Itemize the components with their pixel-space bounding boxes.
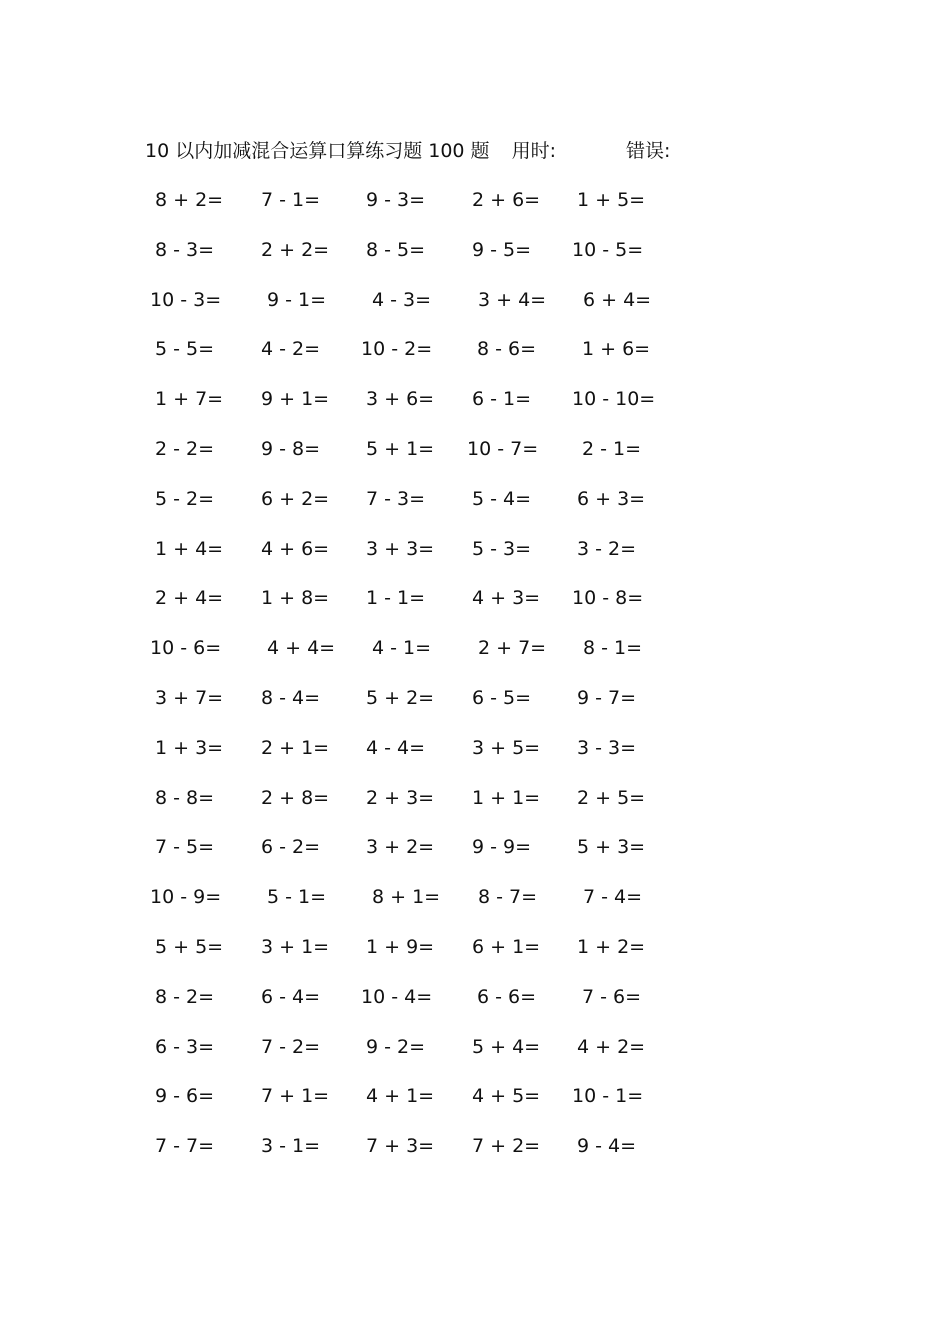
- problem-row: [150, 335, 670, 385]
- arithmetic-problem: 10 - 9=: [150, 886, 222, 909]
- arithmetic-problem: 6 - 5=: [472, 686, 532, 709]
- arithmetic-problem: 1 - 1=: [366, 587, 426, 610]
- arithmetic-problem: 2 + 2=: [261, 238, 330, 261]
- problem-row: [150, 684, 670, 734]
- arithmetic-problem: 9 - 4=: [577, 1135, 637, 1158]
- arithmetic-problem: 9 - 7=: [577, 686, 637, 709]
- arithmetic-problem: 3 + 6=: [366, 388, 435, 411]
- arithmetic-problem: 2 - 2=: [155, 437, 215, 460]
- arithmetic-problem: 3 + 7=: [155, 686, 224, 709]
- arithmetic-problem: 8 - 3=: [155, 238, 215, 261]
- arithmetic-problem: 6 + 3=: [577, 487, 646, 510]
- arithmetic-problem: 8 - 5=: [366, 238, 426, 261]
- arithmetic-problem: 8 - 2=: [155, 985, 215, 1008]
- errors-label: 错误:: [625, 140, 671, 162]
- arithmetic-problem: 9 - 6=: [155, 1085, 215, 1108]
- arithmetic-problem: 6 - 3=: [155, 1035, 215, 1058]
- problem-row: [150, 535, 670, 585]
- arithmetic-problem: 9 - 3=: [366, 189, 426, 211]
- arithmetic-problem: 2 + 4=: [155, 587, 224, 610]
- arithmetic-problem: 8 - 8=: [155, 786, 215, 809]
- arithmetic-problem: 3 + 2=: [366, 836, 435, 859]
- arithmetic-problem: 1 + 2=: [577, 935, 646, 958]
- arithmetic-problem: 9 - 2=: [366, 1035, 426, 1058]
- problem-row: [150, 734, 670, 784]
- arithmetic-problem: 9 - 5=: [472, 238, 532, 261]
- arithmetic-problem: 3 + 3=: [366, 537, 435, 560]
- arithmetic-problem: 7 - 3=: [366, 487, 426, 510]
- arithmetic-problem: 2 + 7=: [478, 637, 547, 660]
- arithmetic-problem: 3 - 2=: [577, 537, 637, 560]
- arithmetic-problem: 5 + 4=: [472, 1035, 541, 1058]
- arithmetic-problem: 6 - 6=: [477, 985, 537, 1008]
- arithmetic-problem: 7 + 1=: [261, 1085, 330, 1108]
- arithmetic-problem: 10 - 2=: [361, 338, 433, 361]
- arithmetic-problem: 8 + 2=: [155, 189, 224, 211]
- arithmetic-problem: 10 - 1=: [572, 1085, 644, 1108]
- arithmetic-problem: 6 + 2=: [261, 487, 330, 510]
- arithmetic-problem: 1 + 1=: [472, 786, 541, 809]
- arithmetic-problem: 5 - 1=: [267, 886, 327, 909]
- arithmetic-problem: 6 + 4=: [583, 288, 652, 311]
- arithmetic-problem: 2 - 1=: [582, 437, 642, 460]
- arithmetic-problem: 9 - 8=: [261, 437, 321, 460]
- arithmetic-problem: 3 - 1=: [261, 1135, 321, 1158]
- arithmetic-problem: 1 + 8=: [261, 587, 330, 610]
- arithmetic-problem: 10 - 6=: [150, 637, 222, 660]
- arithmetic-problem: 4 + 1=: [366, 1085, 435, 1108]
- arithmetic-problem: 8 - 6=: [477, 338, 537, 361]
- arithmetic-problem: 5 - 2=: [155, 487, 215, 510]
- problem-row: [150, 236, 670, 286]
- arithmetic-problem: 2 + 6=: [472, 189, 541, 211]
- problem-row: [150, 584, 670, 634]
- arithmetic-problem: 5 - 4=: [472, 487, 532, 510]
- problem-row: [150, 784, 670, 834]
- arithmetic-problem: 1 + 5=: [577, 189, 646, 211]
- arithmetic-problem: 3 + 4=: [478, 288, 547, 311]
- arithmetic-problem: 4 + 3=: [472, 587, 541, 610]
- arithmetic-problem: 8 - 4=: [261, 686, 321, 709]
- arithmetic-problem: 7 - 6=: [582, 985, 642, 1008]
- arithmetic-problem: 1 + 3=: [155, 736, 224, 759]
- arithmetic-problem: 3 - 3=: [577, 736, 637, 759]
- problem-row: [150, 983, 670, 1033]
- arithmetic-problem: 5 - 3=: [472, 537, 532, 560]
- time-used-label: 用时:: [511, 140, 556, 162]
- arithmetic-problem: 2 + 5=: [577, 786, 646, 809]
- problem-row: [150, 286, 670, 336]
- problem-grid: [150, 186, 670, 1182]
- arithmetic-problem: 4 + 2=: [577, 1035, 646, 1058]
- arithmetic-problem: 1 + 4=: [155, 537, 224, 560]
- arithmetic-problem: 6 - 2=: [261, 836, 321, 859]
- problem-row: [150, 1033, 670, 1083]
- arithmetic-problem: 7 - 5=: [155, 836, 215, 859]
- arithmetic-problem: 9 - 1=: [267, 288, 327, 311]
- problem-row: [150, 186, 670, 236]
- arithmetic-problem: 2 + 8=: [261, 786, 330, 809]
- arithmetic-problem: 9 - 9=: [472, 836, 532, 859]
- arithmetic-problem: 10 - 8=: [572, 587, 644, 610]
- arithmetic-problem: 5 + 3=: [577, 836, 646, 859]
- arithmetic-problem: 8 - 1=: [583, 637, 643, 660]
- arithmetic-problem: 4 + 5=: [472, 1085, 541, 1108]
- problem-row: [150, 485, 670, 535]
- arithmetic-problem: 9 + 1=: [261, 388, 330, 411]
- arithmetic-problem: 8 + 1=: [372, 886, 441, 909]
- problem-row: [150, 833, 670, 883]
- arithmetic-problem: 3 + 5=: [472, 736, 541, 759]
- arithmetic-problem: 1 + 6=: [582, 338, 651, 361]
- arithmetic-problem: 4 - 3=: [372, 288, 432, 311]
- arithmetic-problem: 2 + 1=: [261, 736, 330, 759]
- arithmetic-problem: 6 + 1=: [472, 935, 541, 958]
- arithmetic-problem: 1 + 9=: [366, 935, 435, 958]
- arithmetic-problem: 7 - 2=: [261, 1035, 321, 1058]
- problem-row: [150, 435, 670, 485]
- arithmetic-problem: 2 + 3=: [366, 786, 435, 809]
- arithmetic-problem: 10 - 4=: [361, 985, 433, 1008]
- arithmetic-problem: 1 + 7=: [155, 388, 224, 411]
- arithmetic-problem: 10 - 7=: [467, 437, 539, 460]
- arithmetic-problem: 6 - 1=: [472, 388, 532, 411]
- problem-row: [150, 883, 670, 933]
- arithmetic-problem: 5 + 5=: [155, 935, 224, 958]
- arithmetic-problem: 4 - 4=: [366, 736, 426, 759]
- arithmetic-problem: 6 - 4=: [261, 985, 321, 1008]
- arithmetic-problem: 10 - 10=: [572, 388, 656, 411]
- arithmetic-problem: 5 + 2=: [366, 686, 435, 709]
- arithmetic-problem: 10 - 5=: [572, 238, 644, 261]
- arithmetic-problem: 7 - 4=: [583, 886, 643, 909]
- arithmetic-problem: 8 - 7=: [478, 886, 538, 909]
- problem-row: [150, 385, 670, 435]
- problem-row: [150, 634, 670, 684]
- arithmetic-problem: 7 + 3=: [366, 1135, 435, 1158]
- arithmetic-problem: 3 + 1=: [261, 935, 330, 958]
- arithmetic-problem: 7 - 7=: [155, 1135, 215, 1158]
- arithmetic-problem: 4 + 4=: [267, 637, 336, 660]
- arithmetic-problem: 5 + 1=: [366, 437, 435, 460]
- arithmetic-problem: 7 - 1=: [261, 189, 321, 211]
- problem-row: [150, 1082, 670, 1132]
- problem-row: [150, 933, 670, 983]
- arithmetic-problem: 4 + 6=: [261, 537, 330, 560]
- problem-row: [150, 1132, 670, 1182]
- arithmetic-problem: 7 + 2=: [472, 1135, 541, 1158]
- arithmetic-problem: 4 - 2=: [261, 338, 321, 361]
- arithmetic-problem: 4 - 1=: [372, 637, 432, 660]
- arithmetic-problem: 10 - 3=: [150, 288, 222, 311]
- arithmetic-problem: 5 - 5=: [155, 338, 215, 361]
- worksheet-header: [145, 136, 670, 166]
- worksheet-title: 10 以内加减混合运算口算练习题 100 题: [145, 140, 490, 162]
